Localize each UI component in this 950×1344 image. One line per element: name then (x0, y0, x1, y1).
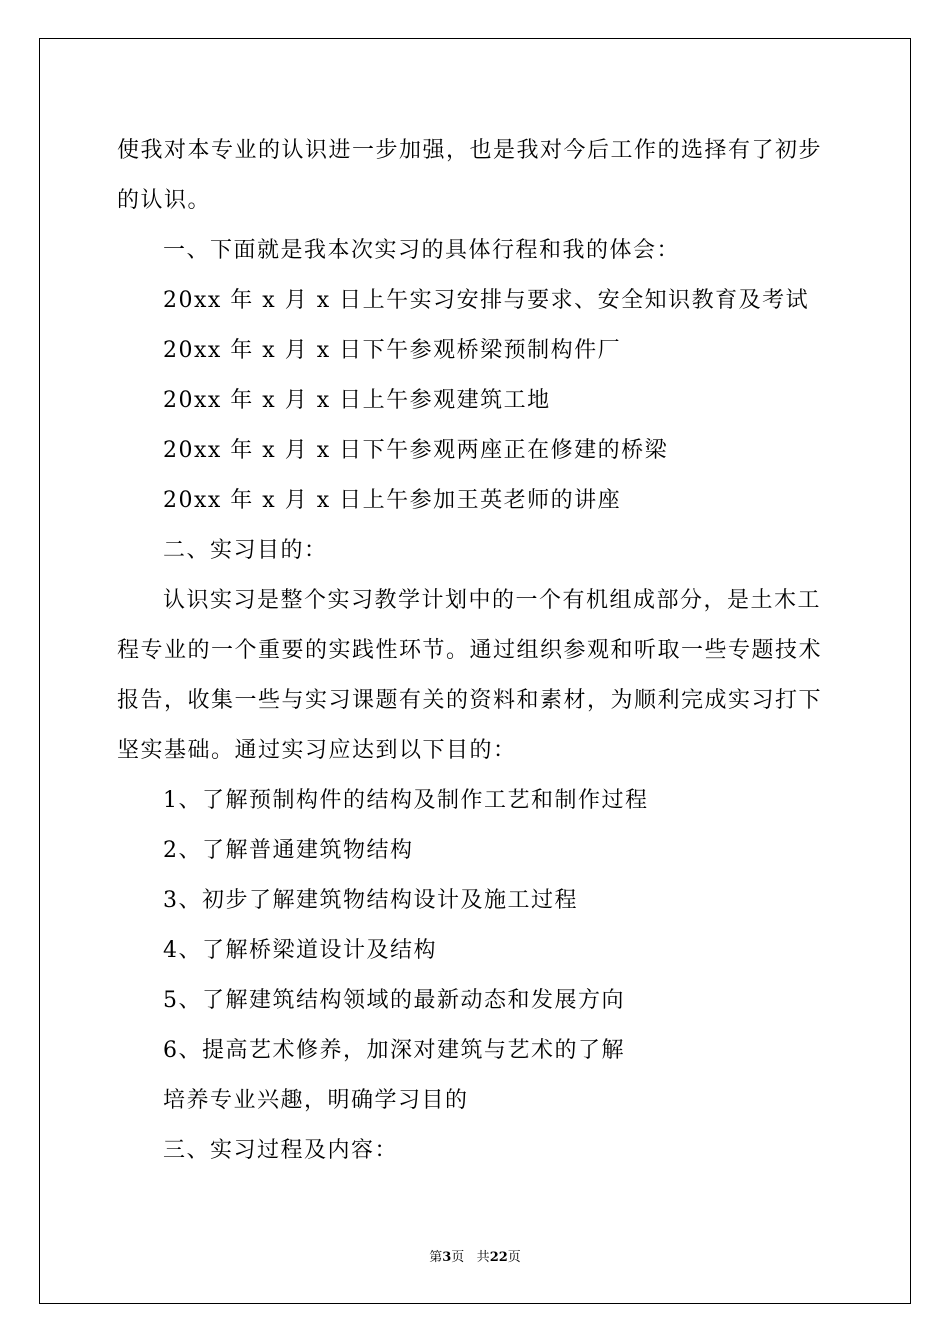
paragraph-line: 5、了解建筑结构领域的最新动态和发展方向 (163, 988, 625, 1013)
paragraph-line: 的认识。 (117, 188, 212, 213)
footer-prefix: 第 (429, 1250, 443, 1265)
paragraph-line: 3、初步了解建筑物结构设计及施工过程 (163, 888, 578, 913)
footer-total-prefix: 共 (476, 1250, 490, 1265)
footer-page-suffix: 页 (451, 1250, 465, 1265)
paragraph-line: 使我对本专业的认识进一步加强，也是我对今后工作的选择有了初步 (117, 138, 823, 163)
paragraph-line: 2、了解普通建筑物结构 (163, 838, 414, 863)
paragraph-line: 一、下面就是我本次实习的具体行程和我的体会： (163, 238, 681, 263)
paragraph-line: 20xx 年 x 月 x 日上午实习安排与要求、安全知识教育及考试 (163, 288, 810, 313)
paragraph-line: 报告，收集一些与实习课题有关的资料和素材，为顺利完成实习打下 (117, 688, 823, 713)
document-body (117, 126, 837, 1176)
paragraph-line: 20xx 年 x 月 x 日下午参观两座正在修建的桥梁 (163, 438, 669, 463)
paragraph-line: 坚实基础。通过实习应达到以下目的： (117, 738, 517, 763)
footer-total-suffix: 页 (507, 1250, 521, 1265)
paragraph-line: 三、实习过程及内容： (163, 1138, 399, 1163)
paragraph-line: 二、实习目的： (163, 538, 328, 563)
paragraph-line: 6、提高艺术修养，加深对建筑与艺术的了解 (163, 1038, 625, 1063)
paragraph-line: 4、了解桥梁道设计及结构 (163, 938, 437, 963)
current-page-number: 3 (442, 1250, 452, 1265)
paragraph-line: 程专业的一个重要的实践性环节。通过组织参观和听取一些专题技术 (117, 638, 823, 663)
paragraph-line: 20xx 年 x 月 x 日上午参加王英老师的讲座 (163, 488, 622, 513)
page-footer (0, 1246, 950, 1265)
total-page-count: 22 (489, 1250, 508, 1265)
paragraph-line: 1、了解预制构件的结构及制作工艺和制作过程 (163, 788, 649, 813)
paragraph-line: 20xx 年 x 月 x 日下午参观桥梁预制构件厂 (163, 338, 622, 363)
paragraph-line: 认识实习是整个实习教学计划中的一个有机组成部分，是土木工 (163, 588, 822, 613)
paragraph-line: 20xx 年 x 月 x 日上午参观建筑工地 (163, 388, 551, 413)
paragraph-line: 培养专业兴趣，明确学习目的 (163, 1088, 469, 1113)
